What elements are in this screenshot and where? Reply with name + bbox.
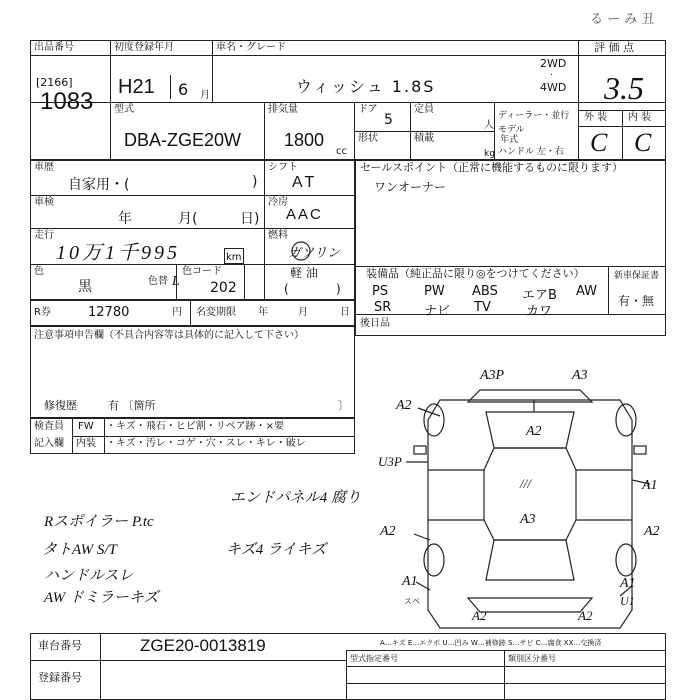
mark-a1-left-low: A1 [402, 574, 418, 589]
equipment-abs: ABS [472, 284, 498, 299]
mileage-value: 10万1千995 [56, 242, 180, 264]
car-name-label: 車名・グレード [216, 42, 286, 53]
history-label: 車歴 [34, 162, 54, 173]
rear-seat-label: 後日品 [360, 318, 390, 329]
displacement-label: 排気量 [268, 104, 298, 115]
chassis-value: ZGE20-0013819 [140, 636, 266, 655]
mark-a2-bottom-left: A2 [472, 608, 487, 623]
capacity-unit: 人 [484, 120, 494, 131]
note-seat: タトAW S/T [42, 542, 117, 558]
handle-label: ハンドル 左・右 [498, 147, 564, 157]
score-label: 評 価 点 [594, 41, 634, 54]
recycle-value: 12780 [88, 305, 130, 320]
cooling-value: AAC [286, 206, 323, 223]
warranty-label: 新車保証書 [614, 271, 660, 281]
check-int-items: ・キズ・汚レ・コゲ・穴・スレ・キレ・破レ [106, 438, 306, 449]
fuel-label: 燃料 [268, 230, 288, 241]
damage-legend: A…キズ E…エクボ U…凹み W…補修跡 S…サビ C…腐食 XX…交換済 [380, 639, 602, 647]
top-right-fragment: る ー み 丑 [590, 12, 655, 27]
note-aw-mirror: AW ドミラーキズ [44, 590, 159, 606]
repair-close: 〕 [338, 399, 349, 412]
inspection-month: 月( [178, 211, 198, 227]
mileage-label: 走行 [34, 230, 54, 241]
car-name-value: ウィッシュ 1.8S [296, 77, 436, 96]
check-label-1: 検査員 [34, 421, 64, 432]
mark-a1-right: A1 [642, 478, 658, 493]
name-change-day: 日 [340, 307, 350, 318]
mark-a3-mid: A3 [520, 512, 536, 527]
dealer-label: ディーラー・並行 [498, 111, 570, 121]
fuel-paren-close: ) [336, 282, 341, 296]
equipment-label: 装備品（純正品に限り◎をつけてください） [366, 267, 585, 280]
first-reg-month-unit: 月 [200, 90, 210, 101]
equipment-aw: AW [576, 284, 598, 299]
notes-label: 注意事項申告欄（不具合内容等は具体的に記入して下さい） [34, 330, 304, 341]
doors-value: 5 [384, 112, 393, 128]
equipment-pw: PW [424, 284, 445, 299]
equipment-navi: ナビ [424, 304, 451, 319]
check-fw-label: FW [78, 421, 94, 432]
first-reg-era: H21 [118, 76, 155, 98]
mark-a1-right-low: A1 [620, 576, 636, 591]
mark-a3-top: A3 [572, 368, 588, 383]
note-end-panel: エンドパネル4 腐り [230, 490, 361, 506]
repair-label: 修復歴 [44, 399, 77, 412]
sales-point-label: セールスポイント（正常に機能するものに限ります） [360, 161, 624, 174]
model-designation-label: 型式指定番号 [350, 654, 398, 663]
mark-u3p: U3P [378, 454, 402, 469]
check-int-label: 内装 [76, 438, 96, 449]
warranty-value: 有・無 [618, 294, 655, 308]
fuel-gas: ガソリン [288, 245, 341, 260]
chassis-label: 車台番号 [38, 639, 82, 652]
mark-a2-left: A2 [396, 398, 412, 413]
shift-label: シフト [268, 162, 298, 173]
name-change-year: 年 [258, 307, 268, 318]
color-value: 黒 [78, 279, 92, 295]
color-change-label: 色替 [148, 276, 168, 287]
doors-label: ドア [358, 104, 378, 115]
int-label: 内 装 [628, 112, 652, 123]
model-year-label2: 年式 [500, 135, 519, 145]
capacity-label: 定員 [414, 104, 434, 115]
name-change-label: 名変期限 [196, 307, 236, 318]
equipment-leather: カワ [526, 304, 553, 319]
drive-4wd: 4WD [540, 81, 567, 94]
inspection-year: 年 [118, 211, 132, 227]
equipment-tv: TV [474, 300, 491, 315]
first-reg-label: 初度登録年月 [114, 42, 174, 53]
sales-point-value: ワンオーナー [374, 180, 447, 194]
inspection-label: 車検 [34, 197, 54, 208]
registration-label: 登録番号 [38, 671, 82, 684]
ext-value: C [590, 128, 608, 157]
lot-number: 1083 [40, 88, 94, 115]
displacement-unit: cc [336, 146, 347, 157]
color-change-mark: L [172, 274, 180, 289]
ext-label: 外 装 [584, 112, 608, 123]
inspection-day: 日) [240, 211, 260, 227]
color-code-label: 色コード [182, 266, 222, 277]
repair-value: 有 〔箇所 [108, 399, 156, 412]
model-year-label1: モデル [498, 125, 525, 135]
history-value: 自家用・( [68, 177, 130, 193]
mark-a2-right: A2 [644, 524, 660, 539]
model-value: DBA-ZGE20W [124, 130, 242, 150]
check-fw-items: ・キズ・飛石・ヒビ割・リペア跡・×要 [106, 421, 284, 432]
note-r-spoiler: Rスポイラー P.tc [44, 514, 154, 530]
mark-small-note: スペ [404, 597, 420, 606]
load-unit: kg [484, 149, 495, 159]
note-kizu: キズ4 ライキズ [226, 542, 327, 558]
mark-u1-right: U1 [620, 594, 635, 608]
int-value: C [634, 128, 652, 157]
color-code-value: 202 [210, 280, 237, 296]
first-reg-month: 6 [178, 80, 189, 99]
note-handle: ハンドルスレ [44, 568, 134, 584]
mark-a2-roof: A2 [526, 424, 542, 439]
model-label: 型式 [114, 104, 134, 115]
mark-scratches: /// [520, 476, 531, 491]
fuel-circle [292, 242, 310, 260]
cooling-label: 冷房 [268, 197, 288, 208]
mileage-unit: km [226, 252, 242, 263]
recycle-label: R券 [34, 307, 51, 318]
color-label: 色 [34, 266, 44, 277]
drive-dot: · [550, 70, 554, 81]
score-value: 3.5 [604, 70, 644, 106]
fuel-light: 軽 油 [290, 266, 318, 280]
load-label: 積載 [414, 133, 434, 144]
recycle-unit: 円 [172, 307, 182, 318]
displacement-value: 1800 [284, 130, 325, 150]
mark-a2-left-low: A2 [380, 524, 396, 539]
check-label-2: 記入欄 [34, 438, 64, 449]
category-label: 類別区分番号 [508, 654, 556, 663]
mark-a2-bottom-right: A2 [578, 608, 593, 623]
lot-prefix: [2166] [36, 76, 73, 89]
equipment-ps: PS [372, 284, 389, 299]
name-change-month: 月 [298, 307, 308, 318]
lot-label: 出品番号 [34, 42, 74, 53]
equipment-sr: SR [374, 300, 392, 315]
shape-label: 形状 [358, 133, 378, 144]
mark-a3p-top: A3P [480, 368, 505, 383]
history-close: ) [252, 174, 258, 190]
equipment-airbag: エアB [522, 288, 557, 303]
shift-value: AT [292, 174, 318, 191]
fuel-paren-open: ( [284, 282, 289, 296]
drive-2wd: 2WD [540, 57, 567, 70]
